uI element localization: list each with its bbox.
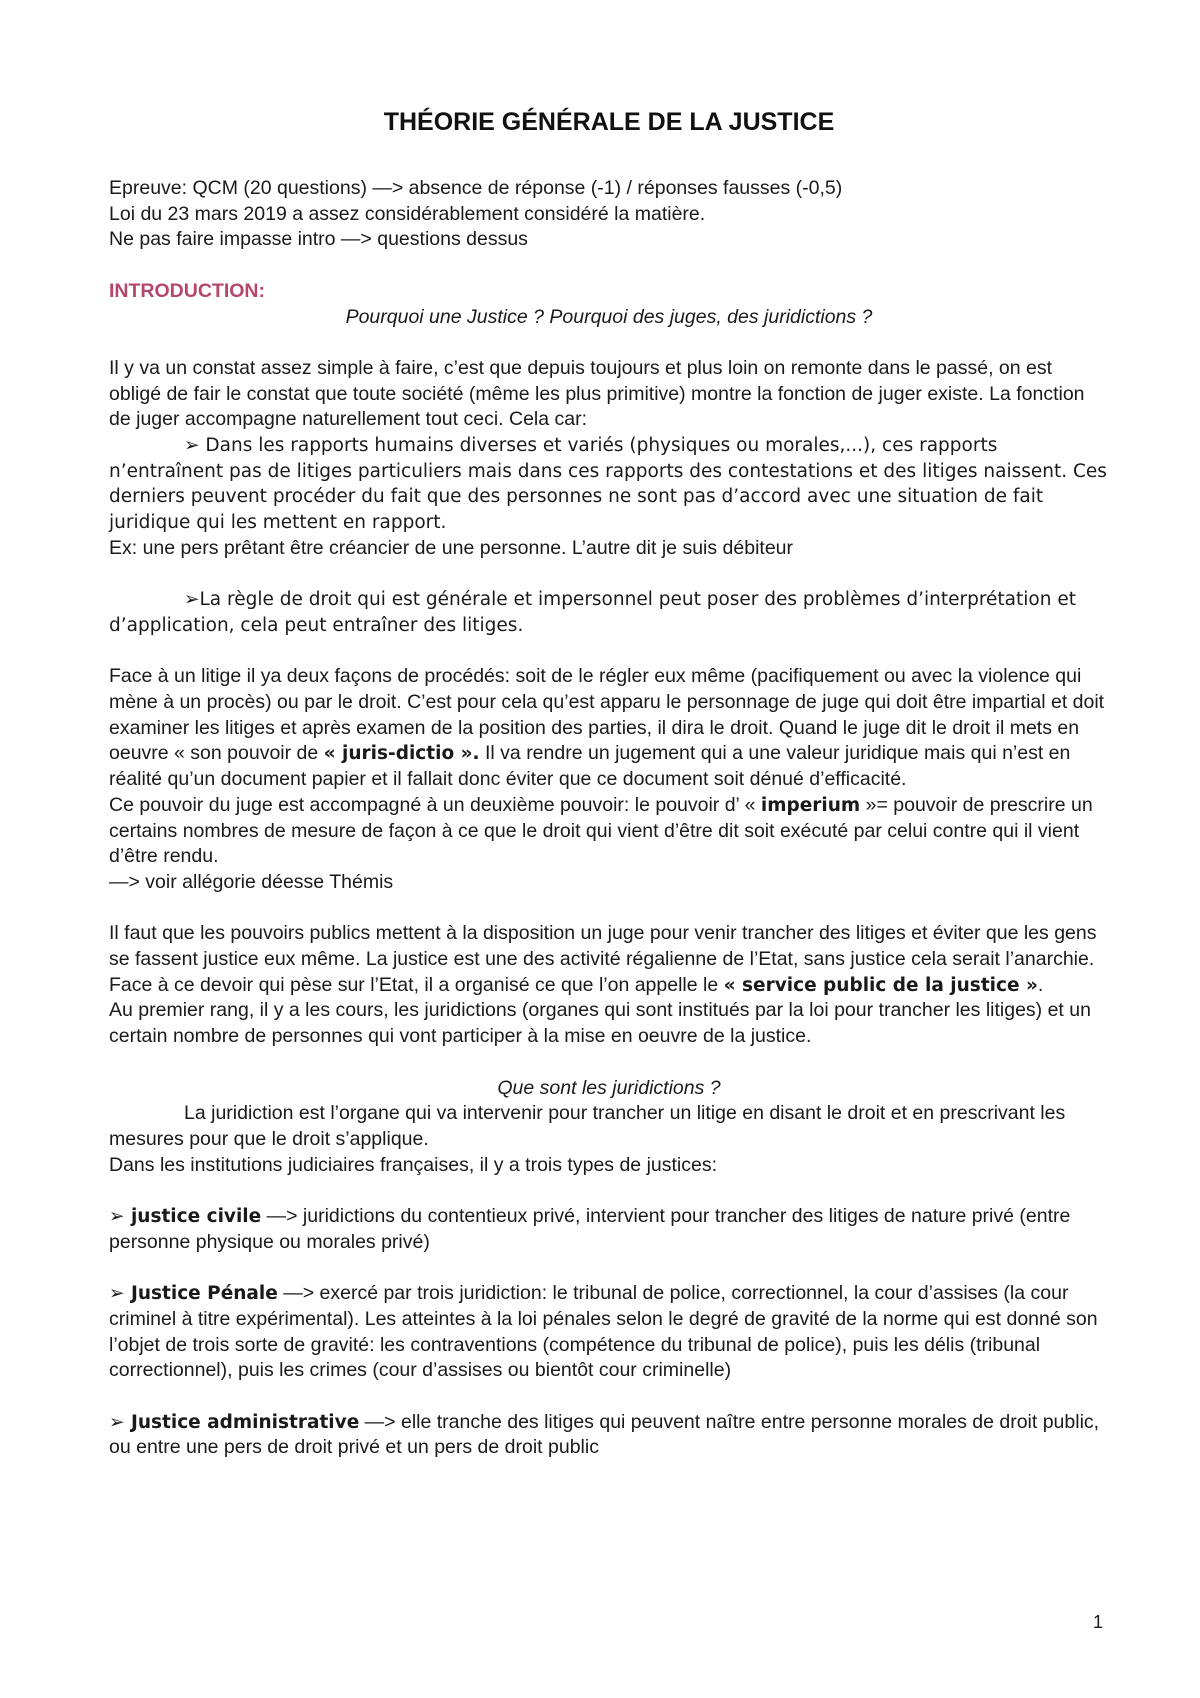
section-heading: INTRODUCTION: [109,279,265,302]
paragraph [109,921,1109,998]
intro-line: Loi du 23 mars 2019 a assez considérablement considéré la matière. [109,202,706,225]
justice-text: —> juridictions du contentieux privé, intervient pour trancher des litiges de nature privé (entre personne physique ou morales privé) [109,1205,1071,1253]
question-heading: Que sont les juridictions ? [497,1076,721,1099]
text-run: Ce pouvoir du juge est accompagné à un deuxième pouvoir: le pouvoir d’ « [109,793,761,816]
bullet-text: ➢La règle de droit qui est générale et impersonnel peut poser des problèmes d’interprétation et d’application, cela peut entraîner des litiges. [109,589,1076,636]
justice-text: —> exercé par trois juridiction: le tribunal de police, correctionnel, la cour d’assises (la cour criminel à titre expérimental). Les atteintes à la loi pénales selon le degré de gravité de la norme qui est donné son l’objet de trois sorte de gravité: les contraventions (compétence du tribunal de police), puis les délis (tribunal correctionnel), puis les crimes (cour d’assises ou bientôt cour criminelle) [109,1282,1098,1382]
bullet-paragraph [109,433,1109,536]
note-line: —> voir allégorie déesse Thémis [109,870,394,893]
justice-item [109,1281,1109,1384]
intro-line: Ne pas faire impasse intro —> questions dessus [109,228,528,251]
paragraph: Dans les institutions judiciaires françaises, il y a trois types de justices: [109,1153,718,1176]
question-heading: Pourquoi une Justice ? Pourquoi des juges, des juridictions ? [345,305,873,328]
bold-term: « service public de la justice » [723,974,1038,996]
text-run: La juridiction est l’organe qui va intervenir pour trancher un litige en disant le droit et en prescrivant les mesures pour que le droit s’applique. [109,1102,1066,1150]
text-run: . [1037,973,1044,996]
text-run: Il va rendre un jugement qui a une valeur juridique mais qui n’est en réalité qu’un document papier et il fallait donc éviter que ce document soit dénué d’efficacité. [109,742,1071,791]
document-body [109,176,1109,1461]
justice-text: —> elle tranche des litiges qui peuvent naître entre personne morales de droit public, ou entre une pers de droit privé et un pers de droit public [109,1410,1100,1459]
text-run: »= pouvoir de prescrire un certains nombres de mesure de façon à ce que le droit qui vient d’être dit soit exécuté par celui contre qui il vient d’être rendu. [109,793,1093,868]
bullet-text: ➢ Dans les rapports humains diverses et variés (physiques ou morales,...), ces rapports n’entraînent pas de litiges particuliers mais dans ces rapports des contestations et des litiges naissent. Ces derniers peuvent procéder du fait que des personnes ne sont pas d’accord avec une situation de fait juridique qui les mettent en rapport. [109,435,1107,534]
page-number: 1 [1092,1612,1103,1632]
example-line: Ex: une pers prêtant être créancier de une personne. L’autre dit je suis débiteur [109,536,794,559]
justice-item [109,1204,1109,1255]
document-title: THÉORIE GÉNÉRALE DE LA JUSTICE [383,108,835,136]
justice-label: ➢ Justice administrative [109,1411,360,1433]
paragraph [109,1101,1109,1152]
justice-item [109,1410,1109,1461]
bullet-paragraph [109,587,1109,638]
paragraph [109,664,1109,793]
justice-label: ➢ justice civile [109,1206,262,1228]
intro-line: Epreuve: QCM (20 questions) —> absence de réponse (-1) / réponses fausses (-0,5) [109,177,843,199]
justice-label: ➢ Justice Pénale [109,1283,278,1305]
paragraph: Au premier rang, il y a les cours, les juridictions (organes qui sont institués par la loi pour trancher les litiges) et un certain nombre de personnes qui vont participer à la mise en oeuvre de la justice. [109,999,1091,1048]
paragraph [109,793,1109,870]
text-run: Face à un litige il ya deux façons de procédés: soit de le régler eux même (pacifiquement ou avec la violence qui mène à un procès) ou par le droit. C’est pour cela qu’est apparu le personnage de juge qui doit être impartial et doit examiner les litiges et après examen de la position des parties, il dira le droit. Quand le juge dit le droit il mets en oeuvre « son pouvoir de [109,665,1105,765]
text-run: Il faut que les pouvoirs publics mettent à la disposition un juge pour venir trancher des litiges et éviter que les gens se fassent justice eux même. La justice est une des activité régalienne de l’Etat, sans justice cela serait l’anarchie. Face à ce devoir qui pèse sur l’Etat, il a organisé ce que l’on appelle le [109,922,1097,996]
bold-term: imperium [760,794,861,816]
paragraph: Il y va un constat assez simple à faire, c’est que depuis toujours et plus loin on remonte dans le passé, on est obligé de fair le constat que toute société (même les plus primitive) montre la fonction de juger existe. La fonction de juger accompagne naturellement tout ceci. Cela car: [109,356,1085,431]
bold-term: « juris-dictio ». [323,743,480,765]
